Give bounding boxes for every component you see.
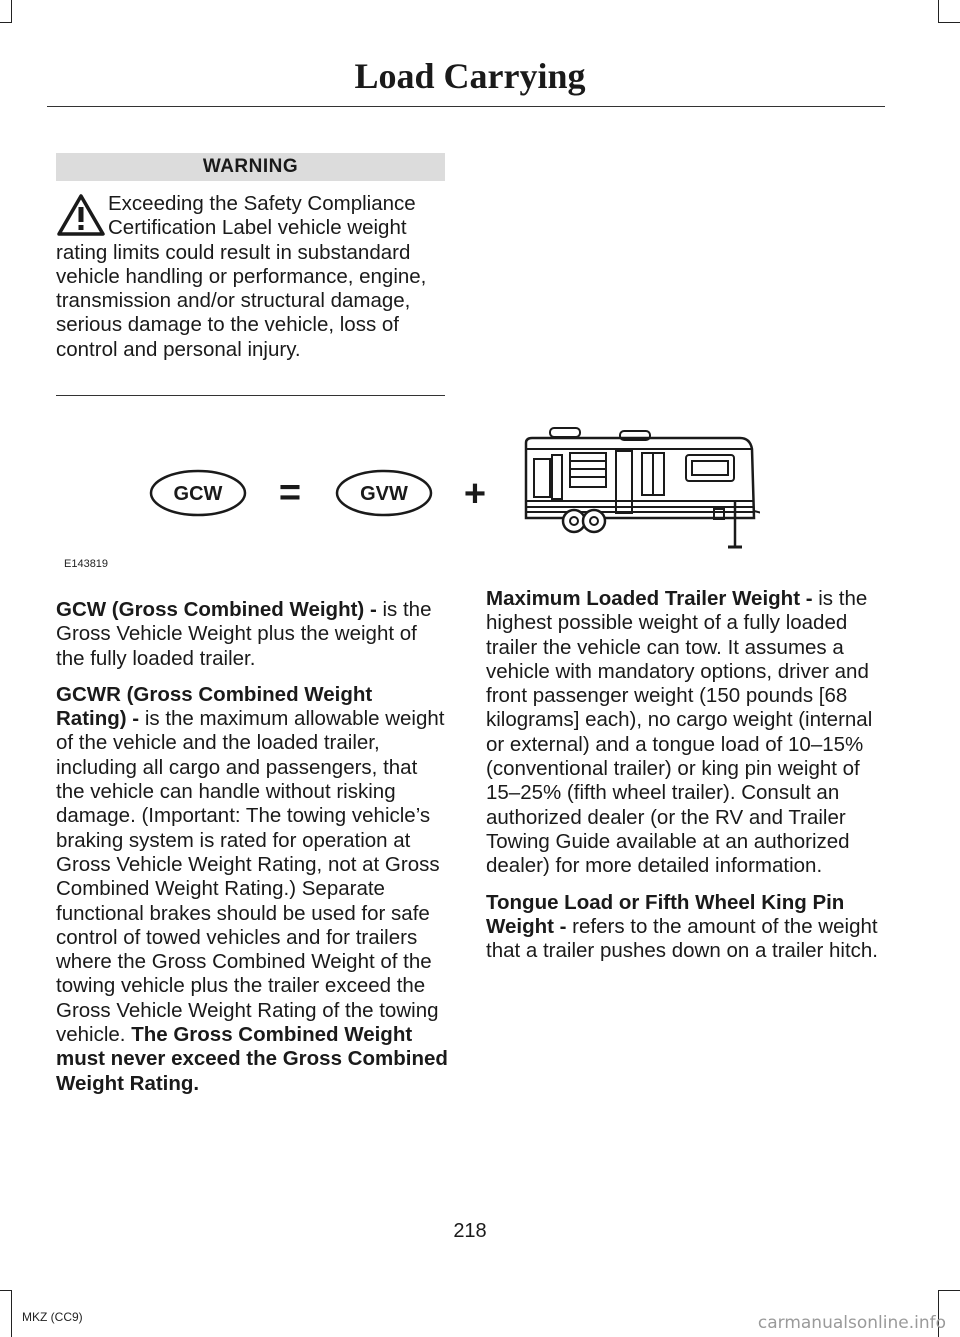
mltw-term: Maximum Loaded Trailer Weight - bbox=[486, 587, 813, 610]
gvw-oval bbox=[337, 471, 431, 515]
crop-mark bbox=[0, 1290, 12, 1291]
gcw-term: GCW (Gross Combined Weight) - bbox=[56, 598, 377, 621]
gcw-label: GCW bbox=[173, 483, 223, 505]
page-title: Load Carrying bbox=[354, 56, 586, 96]
plus-sign: + bbox=[463, 473, 487, 515]
page-number: 218 bbox=[453, 1220, 487, 1242]
crop-mark bbox=[938, 1290, 960, 1291]
warning-divider bbox=[56, 395, 445, 396]
mltw-definition: Maximum Loaded Trailer Weight - is the highest possible weight of a fully loaded trailer the vehicle can tow. It assumes a vehicle with mandatory options, driver and front passenger weight (150 pounds [68 kilograms] each), no cargo weight (internal or external) and a tongue load of 10–15% (conventional trailer) or king pin weight of 15–25% (fifth wheel trailer). Consult an authorized dealer (or the RV and Trailer Towing Guide available at an authorized dealer) for more detailed information. bbox=[486, 587, 873, 878]
model-code: MKZ (CC9) bbox=[22, 1310, 83, 1324]
warning-body: Exceeding the Safety Compliance Certification Label vehicle weight rating limits could result in substandard vehicle handling or performance, engine, transmission and/or structural damage, serious damage to the vehicle, loss of control and personal injury. bbox=[56, 192, 427, 361]
header-divider bbox=[47, 106, 885, 107]
crop-mark bbox=[938, 22, 960, 23]
gvw-label: GVW bbox=[360, 483, 408, 505]
gcwr-term: GCWR (Gross Combined Weight Rating) - bbox=[56, 682, 373, 731]
site-watermark: carmanualsonline.info bbox=[757, 1313, 946, 1333]
gcwr-emphasis: The Gross Combined Weight must never exceed the Gross Combined Weight Rating. bbox=[56, 1023, 448, 1095]
gcw-equation-illustration bbox=[140, 425, 760, 555]
left-column bbox=[56, 598, 448, 1108]
right-column bbox=[486, 587, 880, 975]
figure-code: E143819 bbox=[64, 558, 109, 570]
crop-mark bbox=[11, 0, 12, 22]
gcwr-definition: GCWR (Gross Combined Weight Rating) - is the maximum allowable weight of the vehicle and the loaded trailer, including all cargo and passengers, that the vehicle can handle without risking damage. (Important: The towing vehicle’s braking system is rated for operation at Gross Vehicle Weight Rating, not at Gross Combined Weight Rating.) Separate functional brakes should be used for safe control of towed vehicles and for trailers where the Gross Combined Weight of the towing vehicle plus the trailer exceed the Gross Vehicle Weight Rating of the towing vehicle. The Gross Combined Weight must never exceed the Gross Combined Weight Rating. bbox=[56, 682, 448, 1095]
gcw-definition: GCW (Gross Combined Weight) - is the Gross Vehicle Weight plus the weight of the fully loaded trailer. bbox=[56, 598, 432, 670]
crop-mark bbox=[938, 0, 939, 22]
crop-mark bbox=[0, 22, 12, 23]
tongue-load-term: Tongue Load or Fifth Wheel King Pin Weight - bbox=[486, 890, 845, 938]
gcw-oval bbox=[151, 471, 245, 515]
tongue-load-definition: Tongue Load or Fifth Wheel King Pin Weight - refers to the amount of the weight that a trailer pushes down on a trailer hitch. bbox=[486, 890, 878, 963]
equals-sign: = bbox=[278, 472, 302, 514]
travel-trailer-icon bbox=[526, 428, 760, 547]
crop-mark bbox=[11, 1290, 12, 1337]
warning-heading: WARNING bbox=[56, 153, 445, 181]
